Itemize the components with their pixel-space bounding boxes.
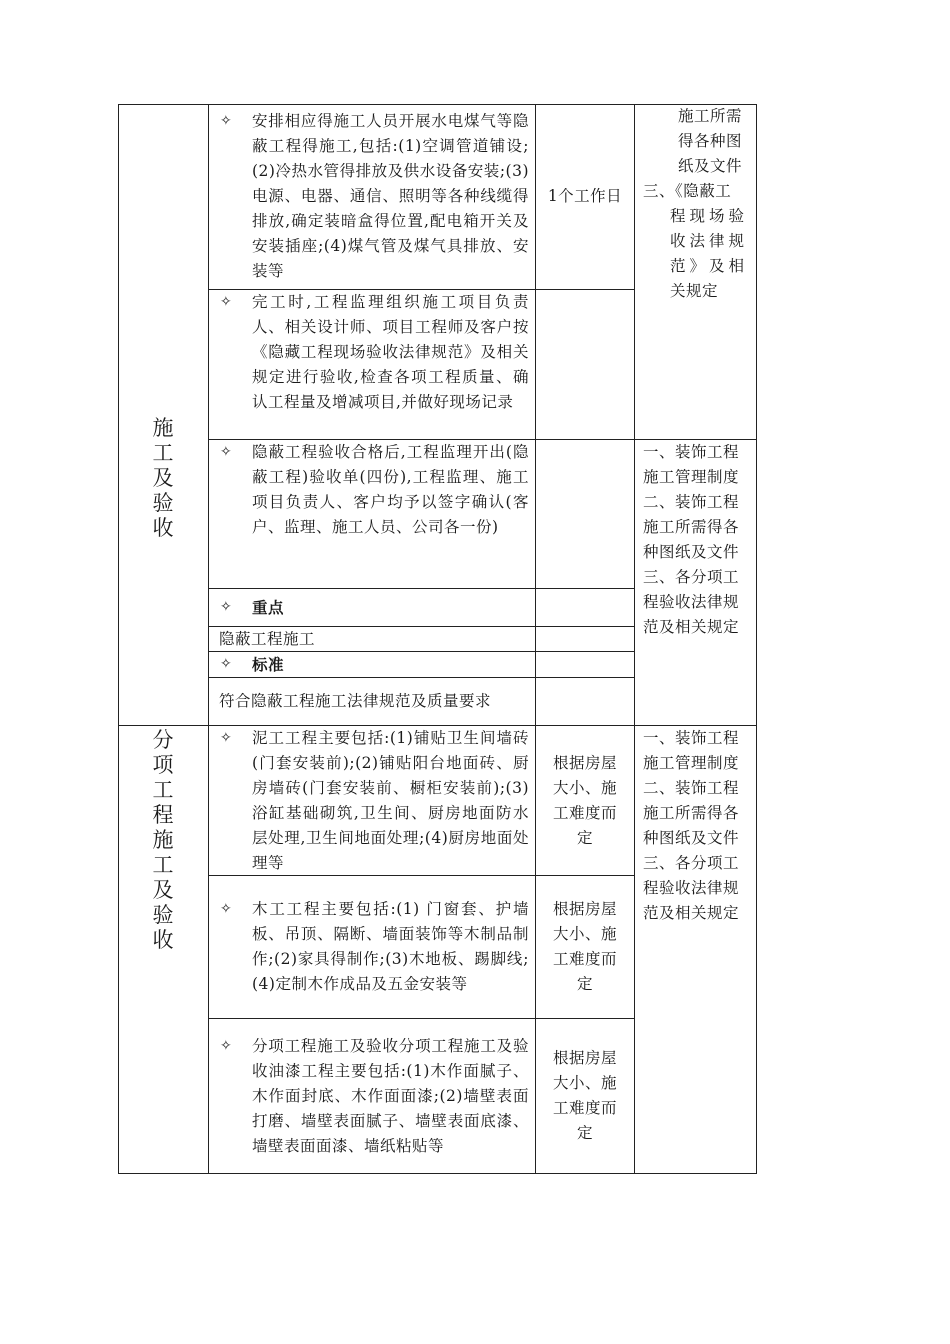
reference-line: 种图纸及文件: [643, 829, 740, 847]
reference-line: 三、各分项工: [643, 854, 740, 872]
section-label-char: 收: [152, 928, 174, 952]
section-label-char: 验: [152, 491, 174, 515]
row-divider: [208, 588, 635, 589]
diamond-star-icon: ✧: [220, 730, 232, 746]
step-description: 安排相应得施工人员开展水电煤气等隐蔽工程得施工,包括:(1)空调管道铺设;(2)冷热水管得排放及供水设备安装;(3)电源、电器、通信、照明等各种线缆得排放,确定装暗盒得位置,配电箱开关及安装插座;(4)煤气管及煤气具排放、安装等: [252, 112, 529, 280]
reference-line: 关规定: [670, 282, 719, 300]
diamond-star-icon: ✧: [220, 444, 232, 460]
table-border-top: [118, 104, 757, 105]
diamond-star-icon: ✧: [220, 901, 232, 917]
standard-label: 标准: [252, 655, 285, 674]
reference-line: 范》及相: [670, 257, 749, 275]
column-divider-duration: [535, 104, 536, 1174]
diamond-star-icon: ✧: [220, 113, 232, 129]
section-label-char: 分: [152, 728, 174, 752]
reference-line: 一、装饰工程: [643, 443, 740, 461]
section-label-char: 工: [152, 441, 174, 465]
duration-line: 定: [576, 1124, 593, 1142]
duration-line: 大小、施: [552, 1074, 617, 1092]
reference-line: 收法律规: [670, 232, 749, 250]
duration-line: 根据房屋: [552, 1049, 617, 1067]
reference-line: 三、《隐蔽工: [643, 182, 732, 200]
section-label-char: 施: [152, 416, 174, 440]
duration-line: 工难度而: [552, 950, 617, 968]
duration-line: 工难度而: [552, 1099, 617, 1117]
duration-line: 定: [576, 829, 593, 847]
reference-line: 范及相关规定: [643, 904, 740, 922]
diamond-star-icon: ✧: [220, 656, 232, 672]
section-label-char: 及: [152, 466, 174, 490]
duration-line: 根据房屋: [552, 754, 617, 772]
column-divider-label: [208, 104, 209, 1174]
section-label-char: 验: [152, 903, 174, 927]
column-divider-reference: [634, 104, 635, 1174]
table-border-left: [118, 104, 119, 1174]
reference-line: 施工管理制度: [643, 754, 740, 772]
diamond-star-icon: ✧: [220, 294, 232, 310]
reference-line: 程验收法律规: [643, 879, 740, 897]
section-label-char: 施: [152, 828, 174, 852]
reference-line: 纸及文件: [678, 157, 743, 175]
step-description: 泥工工程主要包括:(1)铺贴卫生间墙砖(门套安装前);(2)铺贴阳台地面砖、厨房墙砖(门套安装前、橱柜安装前);(3)浴缸基础砌筑,卫生间、厨房地面防水层处理,卫生间地面处理;(4)厨房地面处理等: [252, 729, 529, 872]
table-border-right: [756, 104, 757, 1174]
diamond-star-icon: ✧: [220, 599, 232, 615]
section-label-char: 程: [152, 803, 174, 827]
step-description: 木工工程主要包括:(1) 门窗套、护墙板、吊顶、隔断、墙面装饰等木制品制作;(2)家具得制作;(3)木地板、踢脚线;(4)定制木作成品及五金安装等: [252, 900, 529, 993]
step-description: 分项工程施工及验收分项工程施工及验收油漆工程主要包括:(1)木作面腻子、木作面封底、木作面面漆;(2)墙壁表面打磨、墙壁表面腻子、墙壁表面底漆、墙壁表面面漆、墙纸粘贴等: [252, 1037, 529, 1155]
key-point-text: 隐蔽工程施工: [219, 630, 316, 648]
step-description: 隐蔽工程验收合格后,工程监理开出(隐蔽工程)验收单(四份),工程监理、施工项目负责人、客户均予以签字确认(客户、监理、施工人员、公司各一份): [252, 443, 529, 536]
duration-line: 根据房屋: [552, 900, 617, 918]
reference-line: 施工所需得各: [643, 518, 740, 536]
reference-line: 一、装饰工程: [643, 729, 740, 747]
reference-line: 施工所需: [678, 107, 743, 125]
row-divider: [208, 1018, 635, 1019]
reference-line: 范及相关规定: [643, 618, 740, 636]
reference-line: 施工管理制度: [643, 468, 740, 486]
section-label-char: 及: [152, 878, 174, 902]
duration-line: 大小、施: [552, 779, 617, 797]
reference-line: 得各种图: [678, 132, 743, 150]
section-label-char: 收: [152, 516, 174, 540]
duration-cell: 1个工作日: [547, 187, 623, 205]
duration-line: 定: [576, 975, 593, 993]
standard-text: 符合隐蔽工程施工法律规范及质量要求: [219, 692, 492, 710]
section-label-char: 工: [152, 853, 174, 877]
step-description: 完工时,工程监理组织施工项目负责人、相关设计师、项目工程师及客户按《隐藏工程现场验收法律规范》及相关规定进行验收,检查各项工程质量、确认工程量及增减项目,并做好现场记录: [252, 293, 529, 411]
reference-line: 程验收法律规: [643, 593, 740, 611]
key-point-label: 重点: [252, 598, 285, 617]
reference-line: 程现场验: [670, 207, 749, 225]
duration-line: 工难度而: [552, 804, 617, 822]
section-label-char: 项: [152, 753, 174, 777]
reference-line: 种图纸及文件: [643, 543, 740, 561]
table-border-bottom: [118, 1173, 757, 1174]
duration-line: 大小、施: [552, 925, 617, 943]
reference-line: 二、装饰工程: [643, 493, 740, 511]
row-divider: [208, 677, 635, 678]
section-label-char: 工: [152, 778, 174, 802]
reference-line: 施工所需得各: [643, 804, 740, 822]
reference-line: 二、装饰工程: [643, 779, 740, 797]
reference-line: 三、各分项工: [643, 568, 740, 586]
construction-acceptance-table: [118, 104, 757, 1174]
diamond-star-icon: ✧: [220, 1038, 232, 1054]
